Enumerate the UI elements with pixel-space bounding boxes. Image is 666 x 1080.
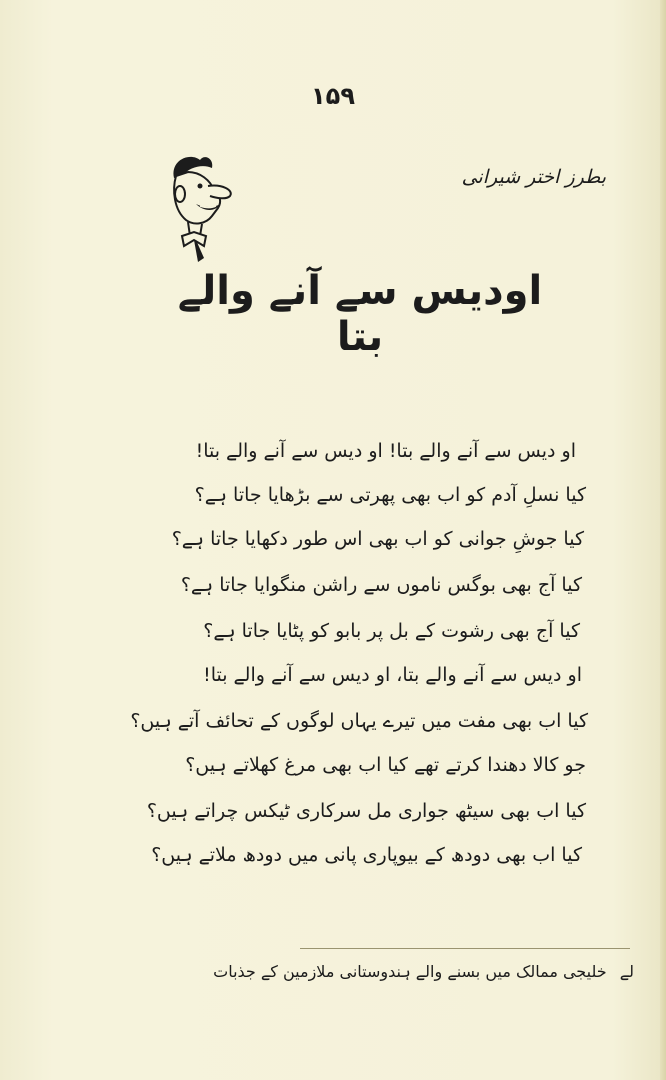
poem-line: کیا اب بھی مفت میں تیرے یہاں لوگوں کے تحائف آتے ہیں؟ <box>130 710 588 732</box>
footnote-divider <box>300 948 630 949</box>
page-edge <box>660 0 666 1080</box>
caricature-face-icon <box>160 150 240 265</box>
poem-line: کیا آج بھی بوگس ناموں سے راشن منگوایا جاتا ہے؟ <box>180 574 582 596</box>
page-number: ۱۵۹ <box>311 82 355 110</box>
poem-line: کیا نسلِ آدم کو اب بھی پھرتی سے بڑھایا جاتا ہے؟ <box>194 484 586 506</box>
poem-line: او دیس سے آنے والے بتا، او دیس سے آنے والے بتا! <box>203 664 582 686</box>
poem-line: کیا اب بھی سیٹھ جواری مل سرکاری ٹیکس چراتے ہیں؟ <box>146 800 586 822</box>
poem-line: او دیس سے آنے والے بتا! او دیس سے آنے والے بتا! <box>195 440 576 462</box>
poem-line: کیا جوشِ جوانی کو اب بھی اس طور دکھایا جاتا ہے؟ <box>171 528 584 550</box>
footnote <box>214 962 634 981</box>
poem-line: جو کالا دھندا کرتے تھے کیا اب بھی مرغ کھلاتے ہیں؟ <box>185 754 586 776</box>
footnote-text: خلیجی ممالک میں بسنے والے ہندوستانی ملازمین کے جذبات <box>213 962 607 981</box>
author-byline: بطرز اختر شیرانی <box>461 166 606 188</box>
poem-title: اودیس سے آنے والے بتا <box>177 268 543 360</box>
poem-line: کیا اب بھی دودھ کے بیوپاری پانی میں دودھ ملاتے ہیں؟ <box>151 844 582 866</box>
footnote-mark: لے <box>619 962 634 981</box>
poem-line: کیا آج بھی رشوت کے بل پر بابو کو پٹایا جاتا ہے؟ <box>203 620 580 642</box>
